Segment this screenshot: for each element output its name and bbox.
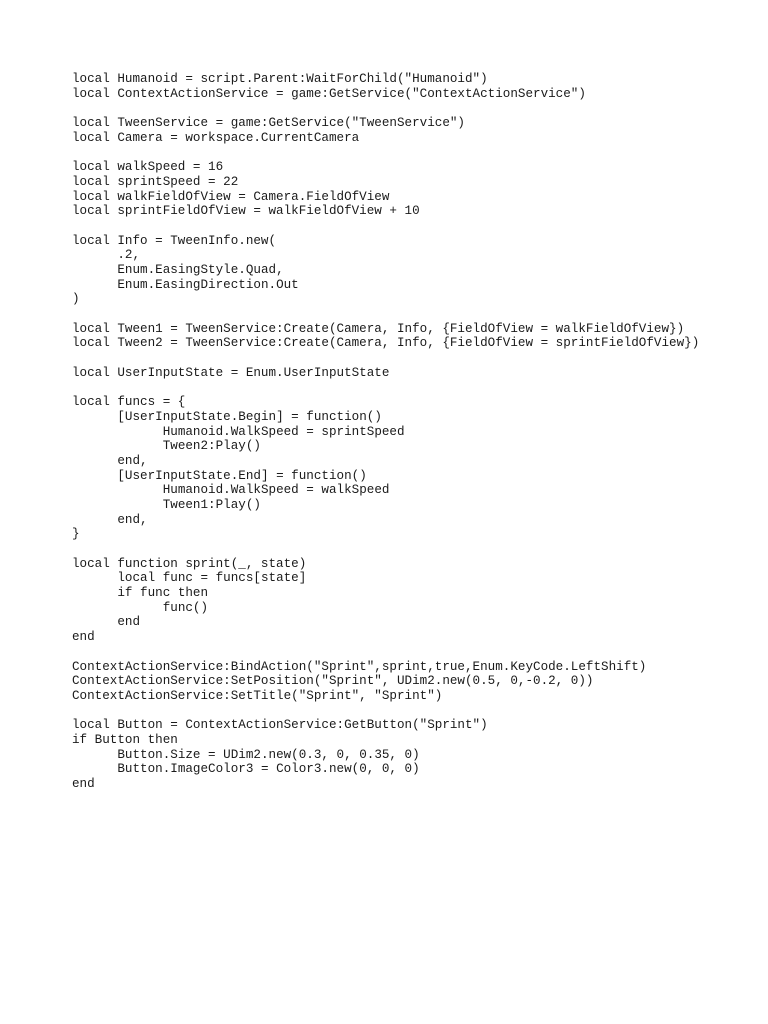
code-line bbox=[72, 101, 699, 116]
code-line: end, bbox=[72, 453, 148, 468]
code-line: local UserInputState = Enum.UserInputState bbox=[72, 365, 390, 380]
code-line: Button.Size = UDim2.new(0.3, 0, 0.35, 0) bbox=[72, 747, 420, 762]
code-line: local Tween2 = TweenService:Create(Camera, Info, {FieldOfView = sprintFieldOfView}) bbox=[72, 336, 700, 351]
code-line: func() bbox=[72, 600, 209, 615]
code-line bbox=[72, 542, 699, 557]
code-line bbox=[72, 380, 699, 395]
code-line: Tween2:Play() bbox=[72, 439, 261, 454]
code-line: end, bbox=[72, 512, 148, 527]
code-line: ContextActionService:SetPosition("Sprint", UDim2.new(0.5, 0,-0.2, 0)) bbox=[72, 674, 594, 689]
code-line: local Humanoid = script.Parent:WaitForChild("Humanoid") bbox=[72, 72, 488, 86]
code-line: Humanoid.WalkSpeed = sprintSpeed bbox=[72, 424, 405, 439]
code-line: } bbox=[72, 527, 80, 542]
code-line: local func = funcs[state] bbox=[72, 571, 307, 586]
code-line: if Button then bbox=[72, 732, 178, 747]
code-line bbox=[72, 145, 699, 160]
code-line: Enum.EasingStyle.Quad, bbox=[72, 262, 284, 277]
code-line: end bbox=[72, 777, 95, 791]
code-line: local function sprint(_, state) bbox=[72, 556, 307, 571]
code-line: end bbox=[72, 630, 95, 645]
code-line: local sprintSpeed = 22 bbox=[72, 174, 239, 189]
code-line: [UserInputState.End] = function() bbox=[72, 468, 367, 483]
code-line: [UserInputState.Begin] = function() bbox=[72, 409, 382, 424]
code-line: local sprintFieldOfView = walkFieldOfView + 10 bbox=[72, 204, 420, 219]
code-line: Enum.EasingDirection.Out bbox=[72, 277, 299, 292]
code-line bbox=[72, 307, 699, 322]
code-line: local TweenService = game:GetService("TweenService") bbox=[72, 116, 465, 131]
code-line: local funcs = { bbox=[72, 395, 186, 410]
code-line bbox=[72, 219, 699, 234]
code-line: local ContextActionService = game:GetService("ContextActionService") bbox=[72, 86, 586, 101]
code-line: Humanoid.WalkSpeed = walkSpeed bbox=[72, 483, 390, 498]
code-line: if func then bbox=[72, 586, 209, 601]
code-line: ) bbox=[72, 292, 80, 307]
code-line bbox=[72, 645, 699, 660]
code-line: Button.ImageColor3 = Color3.new(0, 0, 0) bbox=[72, 762, 420, 777]
code-line: .2, bbox=[72, 248, 141, 263]
code-line: ContextActionService:SetTitle("Sprint", "Sprint") bbox=[72, 688, 443, 703]
code-line: local walkFieldOfView = Camera.FieldOfView bbox=[72, 189, 390, 204]
code-line: local Camera = workspace.CurrentCamera bbox=[72, 130, 360, 145]
code-line: local Button = ContextActionService:GetButton("Sprint") bbox=[72, 718, 488, 733]
code-line: local Tween1 = TweenService:Create(Camera, Info, {FieldOfView = walkFieldOfView}) bbox=[72, 321, 685, 336]
code-line bbox=[72, 351, 699, 366]
code-block bbox=[72, 72, 699, 792]
code-line: end bbox=[72, 615, 141, 630]
code-line: ContextActionService:BindAction("Sprint",sprint,true,Enum.KeyCode.LeftShift) bbox=[72, 659, 647, 674]
code-line: Tween1:Play() bbox=[72, 497, 261, 512]
code-line: local walkSpeed = 16 bbox=[72, 160, 224, 175]
code-line: local Info = TweenInfo.new( bbox=[72, 233, 277, 248]
code-line bbox=[72, 704, 699, 719]
